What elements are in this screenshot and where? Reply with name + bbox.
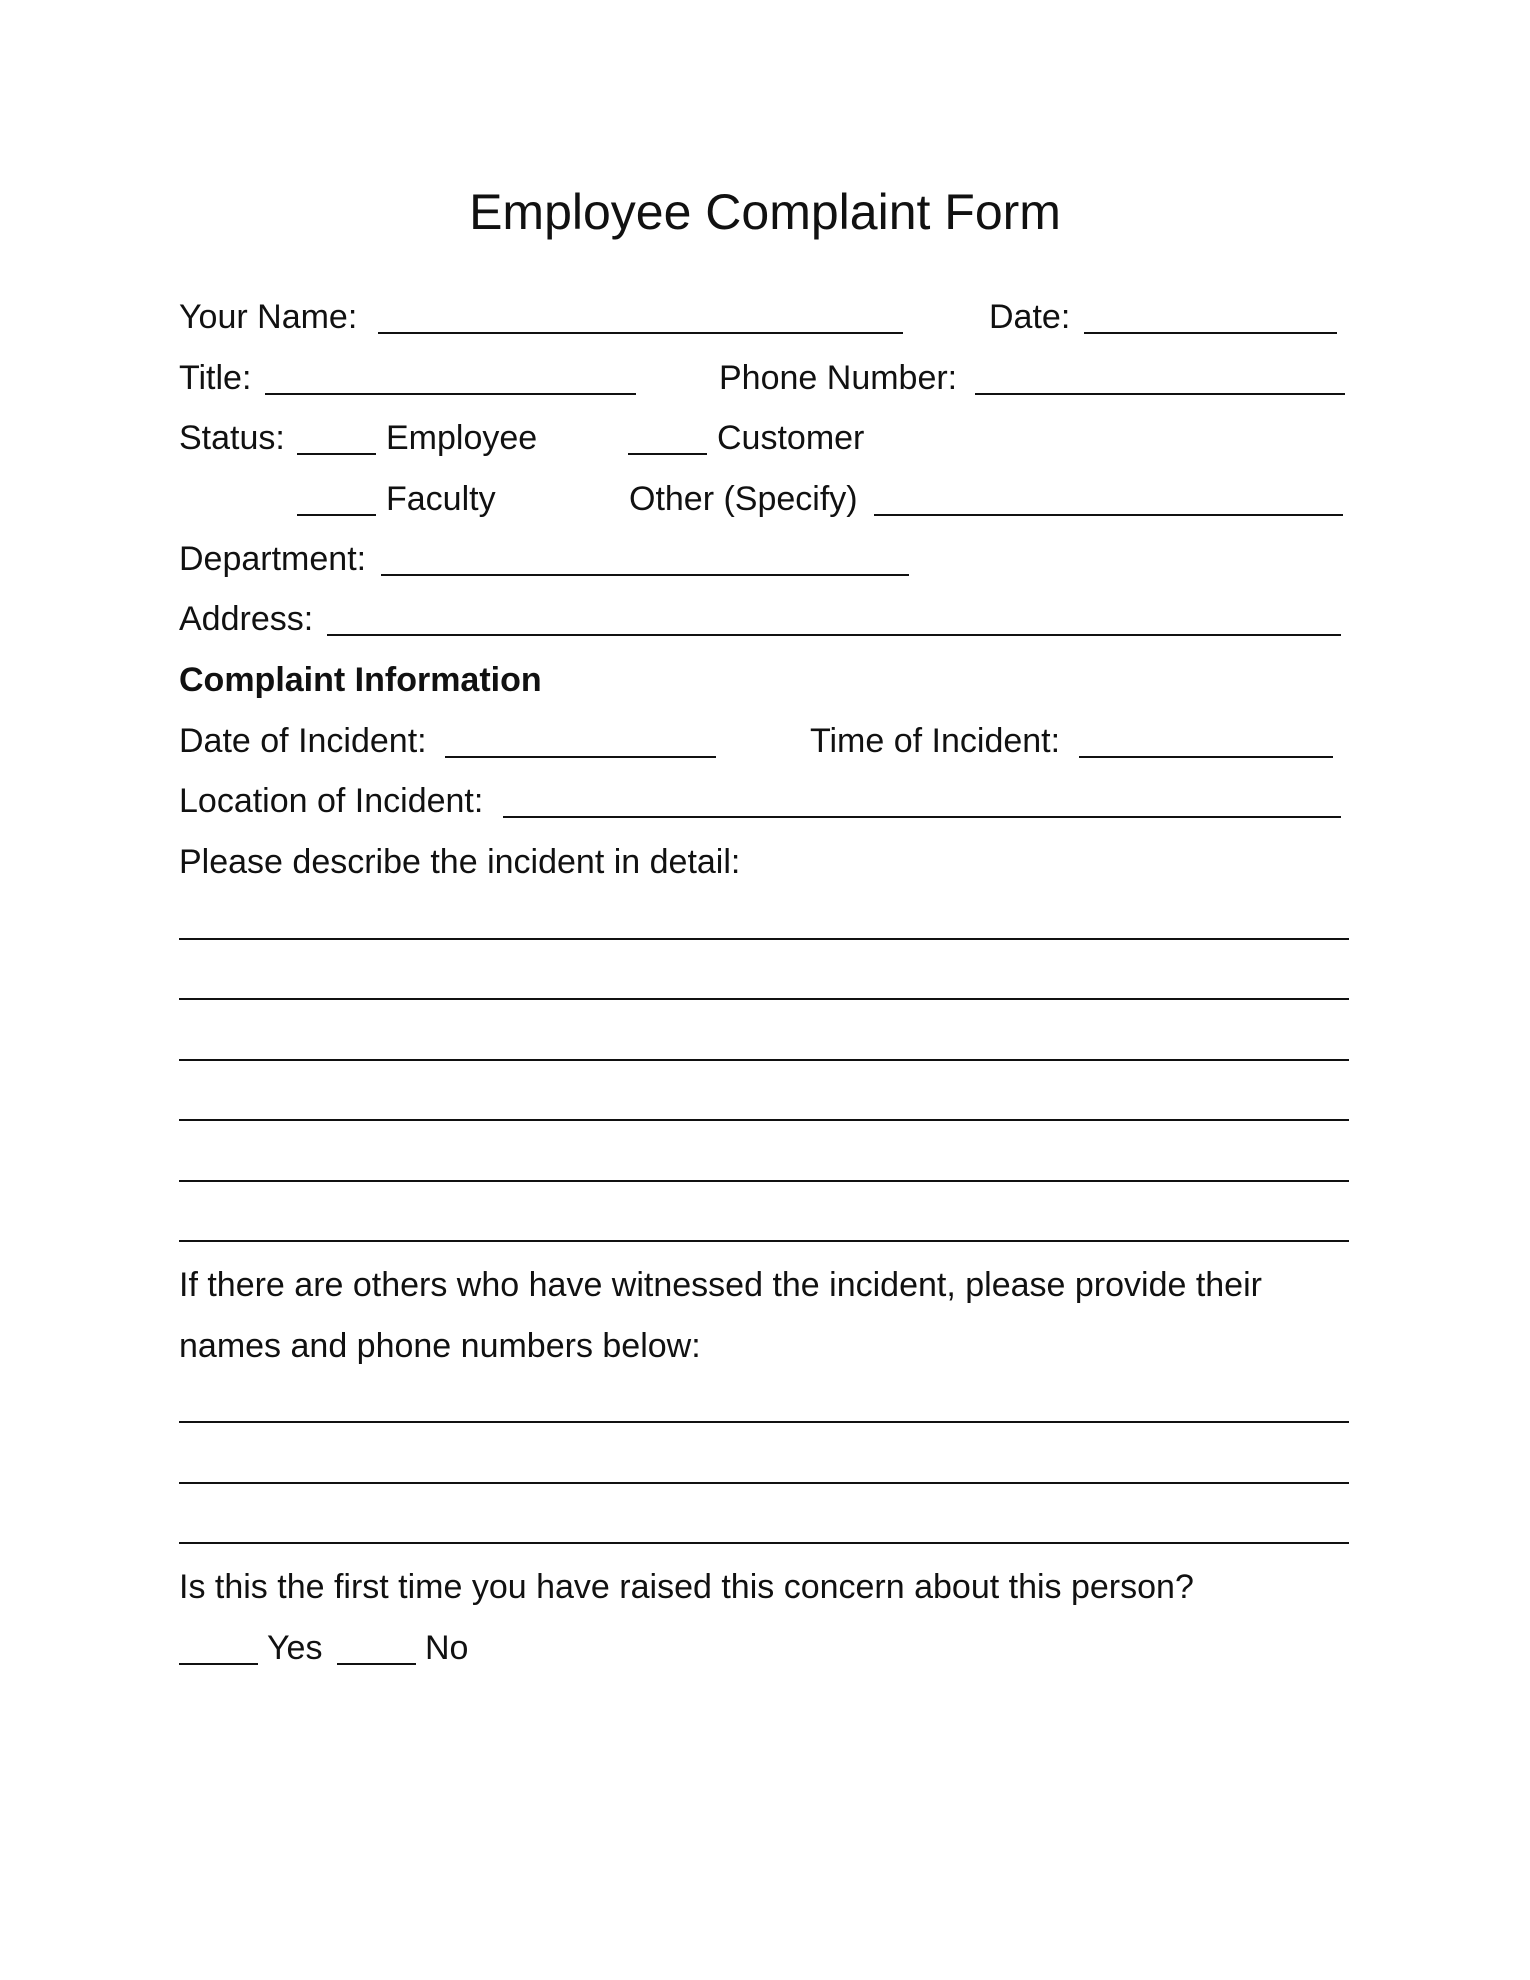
witness-line[interactable] (179, 1482, 1349, 1484)
status-employee-blank[interactable] (297, 453, 376, 455)
yes-blank[interactable] (179, 1663, 258, 1665)
status-label: Status: (179, 419, 285, 457)
description-line[interactable] (179, 938, 1349, 940)
describe-incident-prompt: Please describe the incident in detail: (179, 843, 741, 881)
date-field[interactable] (1084, 332, 1337, 334)
status-faculty-blank[interactable] (297, 514, 376, 516)
date-of-incident-field[interactable] (445, 756, 716, 758)
description-line[interactable] (179, 1180, 1349, 1182)
date-label: Date: (989, 298, 1071, 336)
status-customer-label: Customer (717, 419, 865, 457)
title-field[interactable] (265, 393, 636, 395)
first-time-question: Is this the first time you have raised this concern about this person? (179, 1568, 1194, 1606)
status-other-label: Other (Specify) (629, 480, 858, 518)
witness-line[interactable] (179, 1542, 1349, 1544)
no-label: No (425, 1629, 469, 1667)
time-of-incident-field[interactable] (1079, 756, 1333, 758)
department-label: Department: (179, 540, 367, 578)
status-employee-label: Employee (386, 419, 538, 457)
no-blank[interactable] (337, 1663, 416, 1665)
your-name-label: Your Name: (179, 298, 358, 336)
phone-label: Phone Number: (719, 359, 958, 397)
status-customer-blank[interactable] (628, 453, 707, 455)
title-label: Title: (179, 359, 252, 397)
your-name-field[interactable] (378, 332, 903, 334)
complaint-section-heading: Complaint Information (179, 661, 542, 699)
witness-line[interactable] (179, 1421, 1349, 1423)
time-of-incident-label: Time of Incident: (810, 722, 1061, 760)
witness-prompt-line1: If there are others who have witnessed the incident, please provide their (179, 1266, 1262, 1304)
status-faculty-label: Faculty (386, 480, 496, 518)
location-of-incident-label: Location of Incident: (179, 782, 484, 820)
department-field[interactable] (381, 574, 909, 576)
yes-label: Yes (267, 1629, 323, 1667)
form-title: Employee Complaint Form (469, 184, 1061, 240)
description-line[interactable] (179, 1059, 1349, 1061)
status-other-field[interactable] (874, 514, 1343, 516)
address-field[interactable] (327, 634, 1341, 636)
address-label: Address: (179, 600, 314, 638)
description-line[interactable] (179, 1240, 1349, 1242)
phone-field[interactable] (975, 393, 1345, 395)
witness-prompt-line2: names and phone numbers below: (179, 1327, 701, 1365)
description-line[interactable] (179, 1119, 1349, 1121)
description-line[interactable] (179, 998, 1349, 1000)
location-of-incident-field[interactable] (503, 816, 1341, 818)
date-of-incident-label: Date of Incident: (179, 722, 427, 760)
